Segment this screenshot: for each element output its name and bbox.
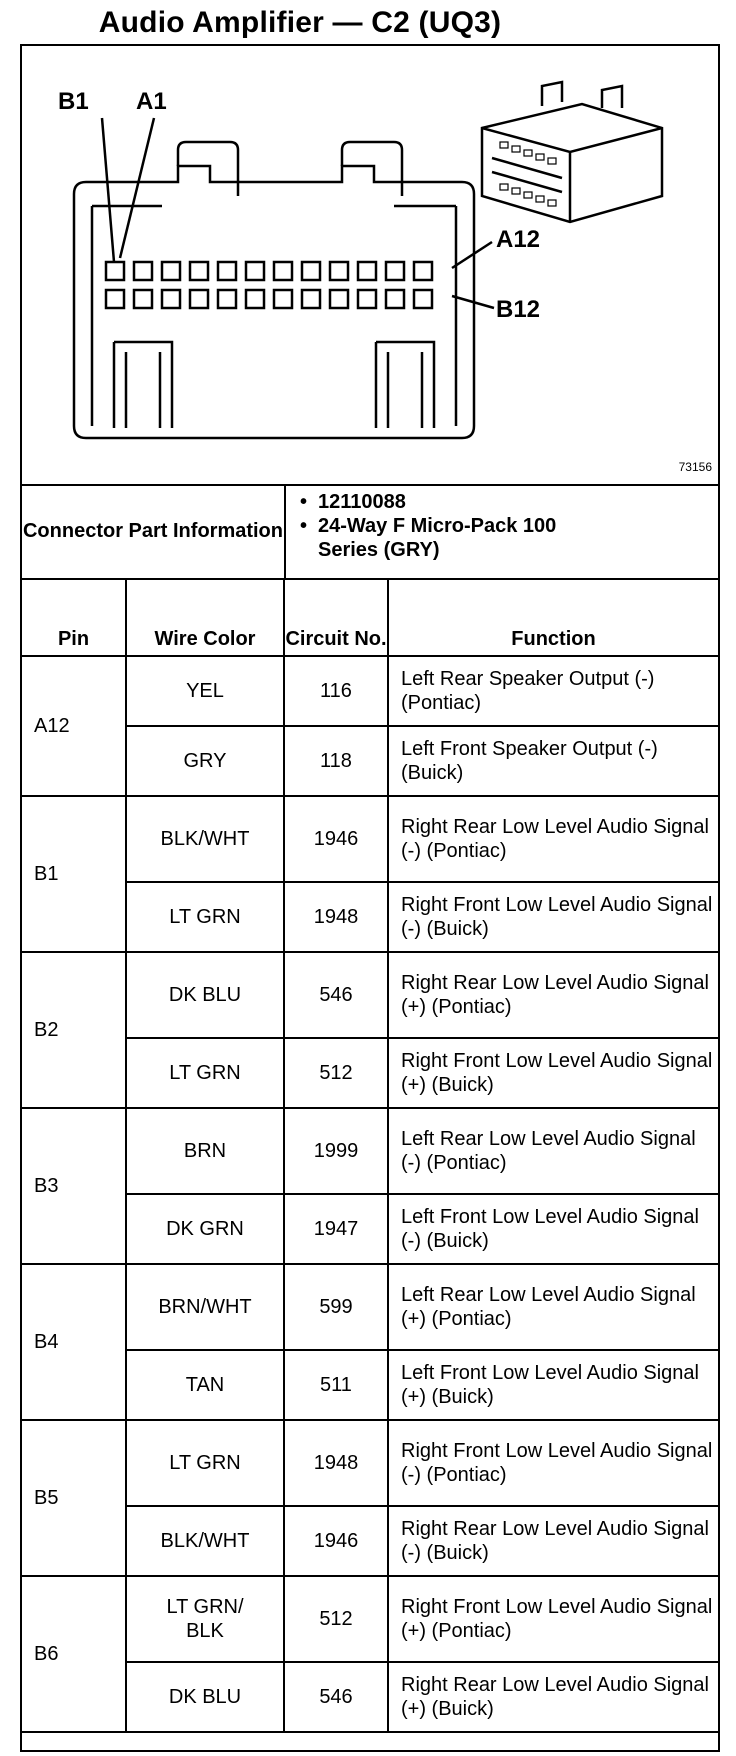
table-row	[22, 952, 718, 1038]
table-row	[22, 1038, 718, 1108]
table-row	[22, 1506, 718, 1576]
part-number: • 12110088	[300, 490, 578, 514]
pin-row-b	[106, 290, 432, 308]
circuit-cell: 546	[284, 952, 388, 1038]
connector-part-info	[22, 484, 718, 580]
table-row	[22, 796, 718, 882]
pin-cell: B2	[22, 952, 126, 1108]
header-pin: Pin	[22, 578, 126, 656]
function-cell: Left Front Speaker Output (-) (Buick)	[388, 726, 718, 796]
wire-color-cell: LT GRN	[126, 882, 284, 952]
circuit-cell: 1947	[284, 1194, 388, 1264]
pin-cell: B4	[22, 1264, 126, 1420]
pin-cell: B5	[22, 1420, 126, 1576]
circuit-cell: 1946	[284, 796, 388, 882]
label-a12: A12	[496, 226, 541, 253]
table-row	[22, 1264, 718, 1350]
wire-color-cell: BLK/WHT	[126, 796, 284, 882]
function-cell: Left Rear Low Level Audio Signal (+) (Pontiac)	[388, 1264, 718, 1350]
table-header-row	[22, 578, 718, 656]
function-cell: Right Rear Low Level Audio Signal (-) (Buick)	[388, 1506, 718, 1576]
pinout-table	[22, 578, 718, 1733]
connector-part-info-label: Connector Part Information	[22, 484, 286, 578]
wire-color-cell: LT GRN	[126, 1038, 284, 1108]
pin-cell: B6	[22, 1576, 126, 1732]
page-title: Audio Amplifier — C2 (UQ3)	[98, 6, 502, 39]
table-row	[22, 1108, 718, 1194]
pin-cell: B3	[22, 1108, 126, 1264]
table-row	[22, 882, 718, 952]
header-wire-color: Wire Color	[126, 578, 284, 656]
figure-number: 73156	[678, 460, 712, 474]
wire-color-cell: DK GRN	[126, 1194, 284, 1264]
wire-color-cell: BRN/WHT	[126, 1264, 284, 1350]
circuit-cell: 1999	[284, 1108, 388, 1194]
circuit-cell: 511	[284, 1350, 388, 1420]
wire-color-cell: YEL	[126, 656, 284, 726]
table-row	[22, 1576, 718, 1662]
function-cell: Left Front Low Level Audio Signal (-) (Buick)	[388, 1194, 718, 1264]
function-cell: Right Front Low Level Audio Signal (-) (Pontiac)	[388, 1420, 718, 1506]
header-circuit: Circuit No.	[284, 578, 388, 656]
circuit-cell: 1948	[284, 1420, 388, 1506]
label-a1: A1	[136, 88, 167, 115]
wire-color-cell: BLK/WHT	[126, 1506, 284, 1576]
table-row	[22, 1194, 718, 1264]
table-row	[22, 656, 718, 726]
circuit-cell: 1946	[284, 1506, 388, 1576]
wire-color-cell: DK BLU	[126, 1662, 284, 1732]
connector-diagram	[22, 46, 718, 486]
function-cell: Left Rear Speaker Output (-) (Pontiac)	[388, 656, 718, 726]
wire-color-cell: GRY	[126, 726, 284, 796]
wire-color-cell: DK BLU	[126, 952, 284, 1038]
circuit-cell: 118	[284, 726, 388, 796]
circuit-cell: 599	[284, 1264, 388, 1350]
function-cell: Right Rear Low Level Audio Signal (-) (Pontiac)	[388, 796, 718, 882]
connector-description: • 24-Way F Micro-Pack 100 Series (GRY)	[300, 514, 578, 562]
function-cell: Left Rear Low Level Audio Signal (-) (Pontiac)	[388, 1108, 718, 1194]
connector-face-drawing	[22, 46, 718, 484]
pin-row-a	[106, 262, 432, 280]
function-cell: Right Front Low Level Audio Signal (-) (Buick)	[388, 882, 718, 952]
wire-color-cell: LT GRN	[126, 1420, 284, 1506]
function-cell: Right Front Low Level Audio Signal (+) (Buick)	[388, 1038, 718, 1108]
wire-color-cell: BRN	[126, 1108, 284, 1194]
table-row	[22, 726, 718, 796]
function-cell: Right Rear Low Level Audio Signal (+) (Buick)	[388, 1662, 718, 1732]
function-cell: Right Rear Low Level Audio Signal (+) (Pontiac)	[388, 952, 718, 1038]
circuit-cell: 546	[284, 1662, 388, 1732]
connector-sheet	[20, 44, 720, 1752]
pin-cell: B1	[22, 796, 126, 952]
circuit-cell: 116	[284, 656, 388, 726]
circuit-cell: 512	[284, 1038, 388, 1108]
circuit-cell: 1948	[284, 882, 388, 952]
table-row	[22, 1350, 718, 1420]
table-row	[22, 1420, 718, 1506]
pin-cell: A12	[22, 656, 126, 796]
table-row	[22, 1662, 718, 1732]
function-cell: Right Front Low Level Audio Signal (+) (Pontiac)	[388, 1576, 718, 1662]
label-b12: B12	[496, 296, 541, 323]
header-function: Function	[388, 578, 718, 656]
function-cell: Left Front Low Level Audio Signal (+) (Buick)	[388, 1350, 718, 1420]
label-b1: B1	[58, 88, 89, 115]
wire-color-cell: LT GRN/ BLK	[126, 1576, 284, 1662]
circuit-cell: 512	[284, 1576, 388, 1662]
connector-part-info-items	[300, 490, 578, 562]
wire-color-cell: TAN	[126, 1350, 284, 1420]
